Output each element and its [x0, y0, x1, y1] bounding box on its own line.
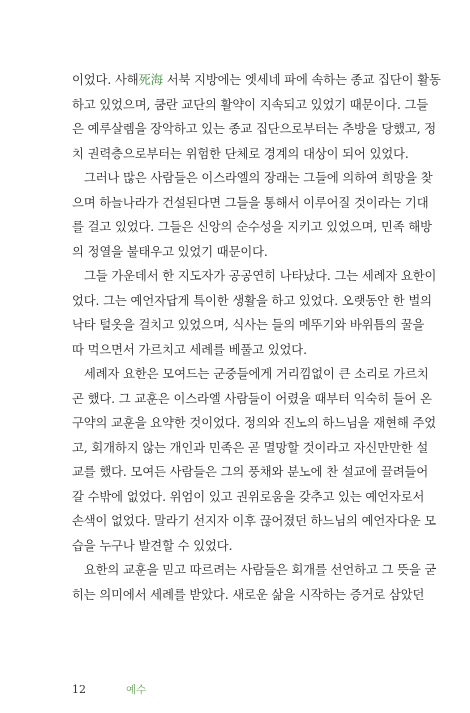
hanja-annotation: 死海 — [138, 73, 163, 87]
text-line: 하고 있었으며, 쿰란 교단의 활약이 지속되고 있었기 때문이다. 그들 — [72, 97, 429, 112]
text-line: 세례자 요한은 모여드는 군중들에게 거리낌없이 큰 소리로 가르치 — [84, 367, 429, 381]
text-line: 으며 하늘나라가 건설된다면 그들을 통해서 이루어질 것이라는 기대 — [72, 195, 429, 210]
body-text — [72, 68, 441, 607]
text-run: 서북 지방에는 엣세네 파에 속하는 종교 집단이 활동 — [162, 73, 441, 87]
text-line: 히는 의미에서 세례를 받았다. 새로운 삶을 시작하는 증거로 삼았던 — [72, 587, 425, 602]
text-line: 갈 수밖에 없었다. 위엄이 있고 권위로움을 갖추고 있는 예언자로서 — [72, 489, 425, 504]
text-line: 구약의 교훈을 요약한 것이었다. 정의와 진노의 하느님을 재현해 주었 — [72, 416, 437, 430]
page-number: 12 — [72, 683, 86, 696]
paragraph-4 — [72, 362, 437, 558]
text-line: 치 권력층으로부터는 위험한 단체로 경계의 대상이 되어 있었다. — [72, 146, 409, 161]
running-title: 예수 — [126, 684, 147, 696]
paragraph-5 — [72, 558, 437, 607]
text-line: 그러나 많은 사람들은 이스라엘의 장래는 그들에 의하여 희망을 찾 — [84, 171, 433, 185]
text-line: 의 정열을 불태우고 있었기 때문이다. — [72, 244, 268, 259]
text-line: 를 걸고 있었다. 그들은 신앙의 순수성을 지키고 있었으며, 민족 해방 — [72, 220, 432, 234]
paragraph-3 — [72, 264, 437, 362]
paragraph-1 — [72, 68, 441, 166]
text-line: 따 먹으면서 가르치고 세례를 베풀고 있었다. — [72, 342, 307, 357]
paragraph-2 — [72, 166, 433, 264]
text-line: 요한의 교훈을 믿고 따르려는 사람들은 회개를 선언하고 그 뜻을 굳 — [84, 563, 437, 577]
text-line: 었다. 그는 예언자답게 특이한 생활을 하고 있었다. 오랫동안 한 벌의 — [72, 293, 432, 308]
text-line: 교를 했다. 모여든 사람들은 그의 풍채와 분노에 찬 설교에 끌려들어 — [72, 465, 429, 479]
text-line — [72, 68, 441, 93]
text-line: 습을 누구나 발견할 수 있었다. — [72, 538, 233, 553]
text-run: 이었다. 사해 — [72, 73, 139, 87]
text-line: 손색이 없었다. 말라기 선지자 이후 끊어졌던 하느님의 예언자다운 모 — [72, 514, 437, 528]
page-footer — [72, 681, 406, 699]
text-line: 낙타 털옷을 걸치고 있었으며, 식사는 들의 메뚜기와 바위틈의 꿀을 — [72, 318, 425, 332]
text-line: 은 예루살렘을 장악하고 있는 종교 집단으로부터는 추방을 당했고, 정 — [72, 122, 437, 136]
text-line: 그들 가운데서 한 지도자가 공공연히 나타났다. 그는 세례자 요한이 — [84, 269, 437, 283]
text-line: 곤 했다. 그 교훈은 이스라엘 사람들이 어렸을 때부터 익숙히 들어 온 — [72, 391, 432, 406]
text-line: 고, 회개하지 않는 개인과 민족은 곧 멸망할 것이라고 자신만만한 설 — [72, 440, 429, 455]
